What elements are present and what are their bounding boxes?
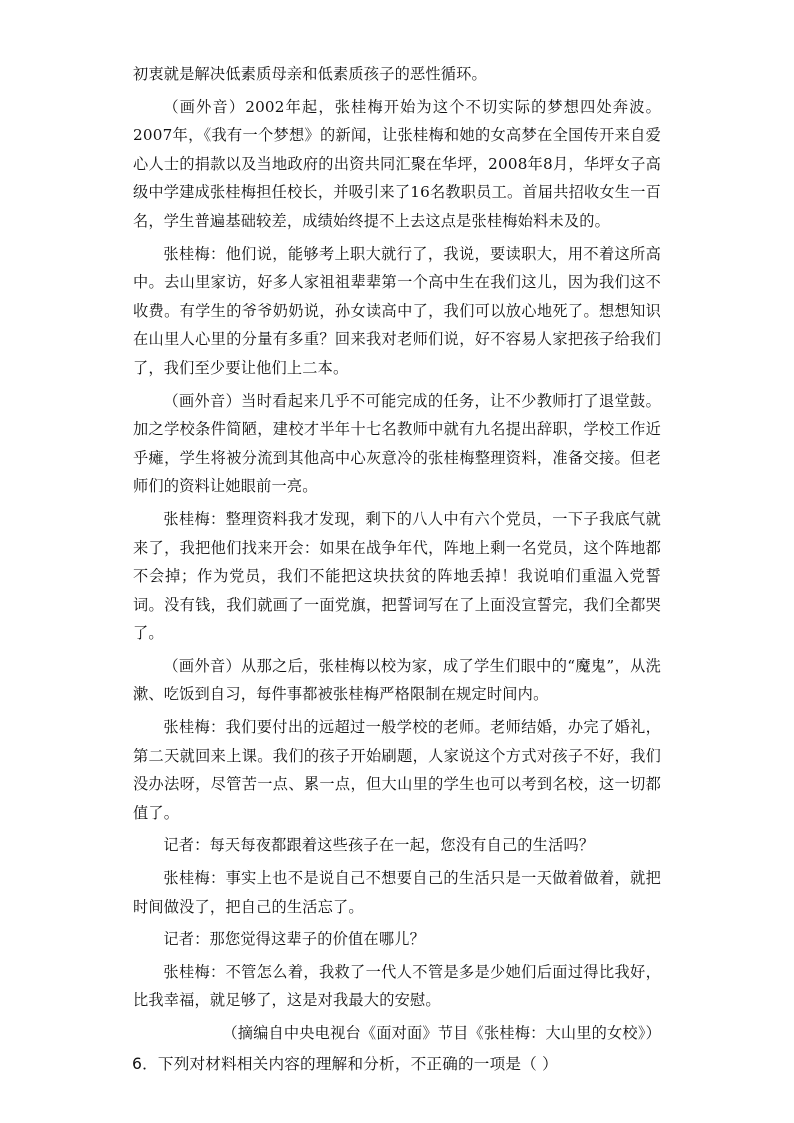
paragraph-continuation: 初衷就是解决低素质母亲和低素质孩子的恶性循环。	[133, 65, 487, 83]
paragraph-reporter-question-life: 记者：每天每夜都跟着这些孩子在一起，您没有自己的生活吗？	[163, 836, 595, 855]
source-citation: （摘编自中央电视台《面对面》节目《张桂梅：大山里的女校》）	[222, 1024, 661, 1042]
document-page	[133, 60, 661, 1078]
paragraph-zhang-answer-life: 张桂梅：事实上也不是说自己不想要自己的生活只是一天做着做着，就把时间做没了，把自己的生活忘了。	[133, 869, 661, 916]
paragraph-reporter-question-value: 记者：那您觉得这辈子的价值在哪儿？	[163, 930, 425, 949]
paragraph-zhang-answer-value: 张桂梅：不管怎么着，我救了一代人不管是多是少她们后面过得比我好，比我幸福，就足够了，这是对我最大的安慰。	[133, 962, 661, 1010]
paragraph-zhang-vocational: 张桂梅：他们说，能够考上职大就行了，我说，要读职大，用不着这所高中。去山里家访，好多人家祖祖辈辈第一个高中生在我们这儿，因为我们这不收费。有学生的爷爷奶奶说，孙女读高中了，我们可以放心地死了。想想知识在山里人心里的分量有多重？回来我对老师们说，好不容易人家把孩子给我们了，我们至少要让他们上二本。	[133, 244, 661, 377]
paragraph-zhang-party-members: 张桂梅：整理资料我才发现，剩下的八人中有六个党员，一下子我底气就来了，我把他们找来开会：如果在战争年代，阵地上剩一名党员，这个阵地都不会掉；作为党员，我们不能把这块扶贫的阵地丢掉！我说咱们重温入党誓词。没有钱，我们就画了一面党旗，把誓词写在了上面没宣誓完，我们全都哭了。	[133, 509, 661, 643]
paragraph-zhang-sacrifice: 张桂梅：我们要付出的远超过一般学校的老师。老师结婚，办完了婚礼，第二天就回来上课。我们的孩子开始刷题，人家说这个方式对孩子不好，我们没办法呀，尽管苦一点、累一点，但大山里的学生也可以考到名校，这一切都值了。	[133, 718, 661, 822]
paragraph-voiceover-devil: （画外音）从那之后，张桂梅以校为家，成了学生们眼中的“魔鬼”，从洗漱、吃饭到自习，每件事都被张桂梅严格限制在规定时间内。	[133, 656, 661, 704]
paragraph-voiceover-resignations: （画外音）当时看起来几乎不可能完成的任务，让不少教师打了退堂鼓。加之学校条件简陋，建校才半年十七名教师中就有九名提出辞职，学校工作近乎瘫，学生将被分流到其他高中心灰意冷的张桂梅整理资料，准备交接。但老师们的资料让她眼前一亮。	[133, 391, 661, 496]
paragraph-voiceover-2002: （画外音）2002年起，张桂梅开始为这个不切实际的梦想四处奔波。2007年，《我有一个梦想》的新闻，让张桂梅和她的女高梦在全国传开来自爱心人士的捐款以及当地政府的出资共同汇聚在华坪，2008年8月，华坪女子高级中学建成张桂梅担任校长，并吸引来了16名教职员工。首届共招收女生一百名，学生普遍基础较差，成绩始终提不上去这点是张桂梅始料未及的。	[133, 97, 661, 230]
question-6: 6．下列对材料相关内容的理解和分析，不正确的一项是（ ）	[132, 1054, 558, 1073]
